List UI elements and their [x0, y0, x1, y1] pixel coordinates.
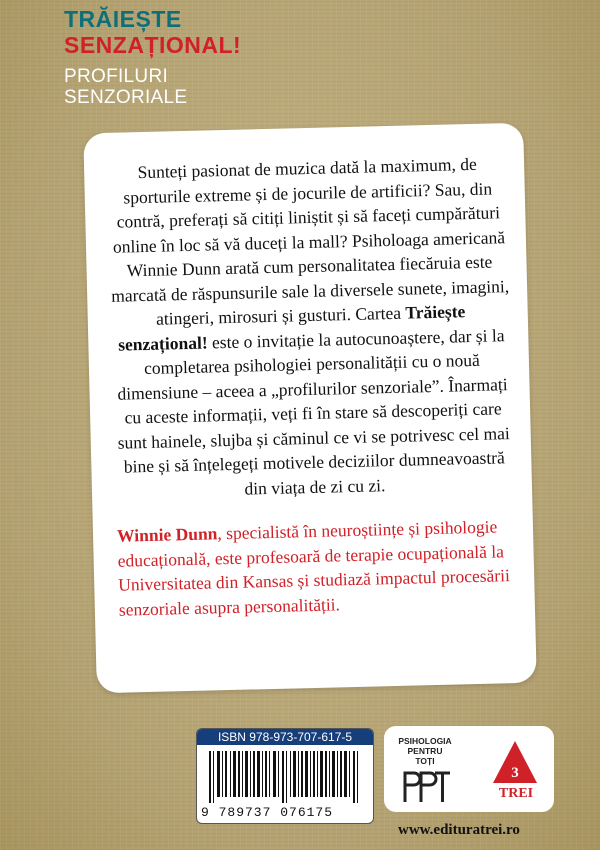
description-part-2: este o invitație la autocunoaștere, dar și la completarea psihologiei personalității cu o nouă dimensiune – aceea a „profilurilor senzoriale”. Înarmați cu aceste informații, veți fi în stare să descoperiți care sunt hainele, slujba și căminul ce vi se potrivesc cel mai bine și să înțelegeți motivele deciziilor dumneavoastră din viața de zi cu zi. — [117, 324, 510, 499]
subtitle-line-2: SENZORIALE — [64, 87, 188, 108]
author-bio-text: , specialistă în neuroștiințe și psihologie educațională, este profesoară de terapie ocupațională la Universitatea din Kansas și studiază impactul procesării senzoriale asupra personalității. — [117, 516, 511, 620]
trei-triangle-icon — [492, 740, 538, 784]
barcode-digits: 9 789737 076175 — [201, 805, 334, 820]
isbn-barcode-box — [196, 728, 374, 824]
series-label-line-1: PSIHOLOGIA — [398, 736, 452, 746]
trei-number: 3 — [511, 765, 519, 781]
isbn-label: ISBN 978-973-707-617-5 — [197, 729, 373, 745]
blurb-text — [108, 151, 517, 622]
title-line-2: SENZAȚIONAL! — [64, 32, 242, 58]
logo-box — [384, 726, 554, 812]
subtitle-line-1: PROFILURI — [64, 66, 169, 87]
barcode-icon — [207, 751, 363, 803]
blurb-card — [83, 123, 537, 694]
series-label — [390, 736, 460, 766]
cover-title-block — [64, 6, 241, 108]
publisher-name: TREI — [498, 786, 534, 801]
description-part-1: Sunteți pasionat de muzica dată la maximum, de sporturile extreme și de jocurile de artificii? Sau, din contră, preferați să citiți liniștit și să faceți cumpărături online în loc să vă duceți la mall? Psiholoaga americană Winnie Dunn arată cum personalitatea fiecăruia este marcată de răspunsurile sale la diversele sunete, imagini, atingeri, mirosuri și gusturi. Cartea — [110, 153, 510, 329]
author-name: Winnie Dunn — [116, 523, 218, 546]
publisher-website: www.edituratrei.ro — [398, 822, 520, 838]
title-line-1: TRĂIEȘTE — [64, 6, 182, 32]
author-bio — [117, 514, 517, 622]
book-description — [108, 151, 514, 504]
series-label-line-3: TOȚI — [415, 756, 435, 766]
ppt-logo-icon — [402, 770, 452, 804]
series-label-line-2: PENTRU — [407, 746, 443, 756]
description-book-title: Trăiește senzațional! — [117, 301, 466, 355]
